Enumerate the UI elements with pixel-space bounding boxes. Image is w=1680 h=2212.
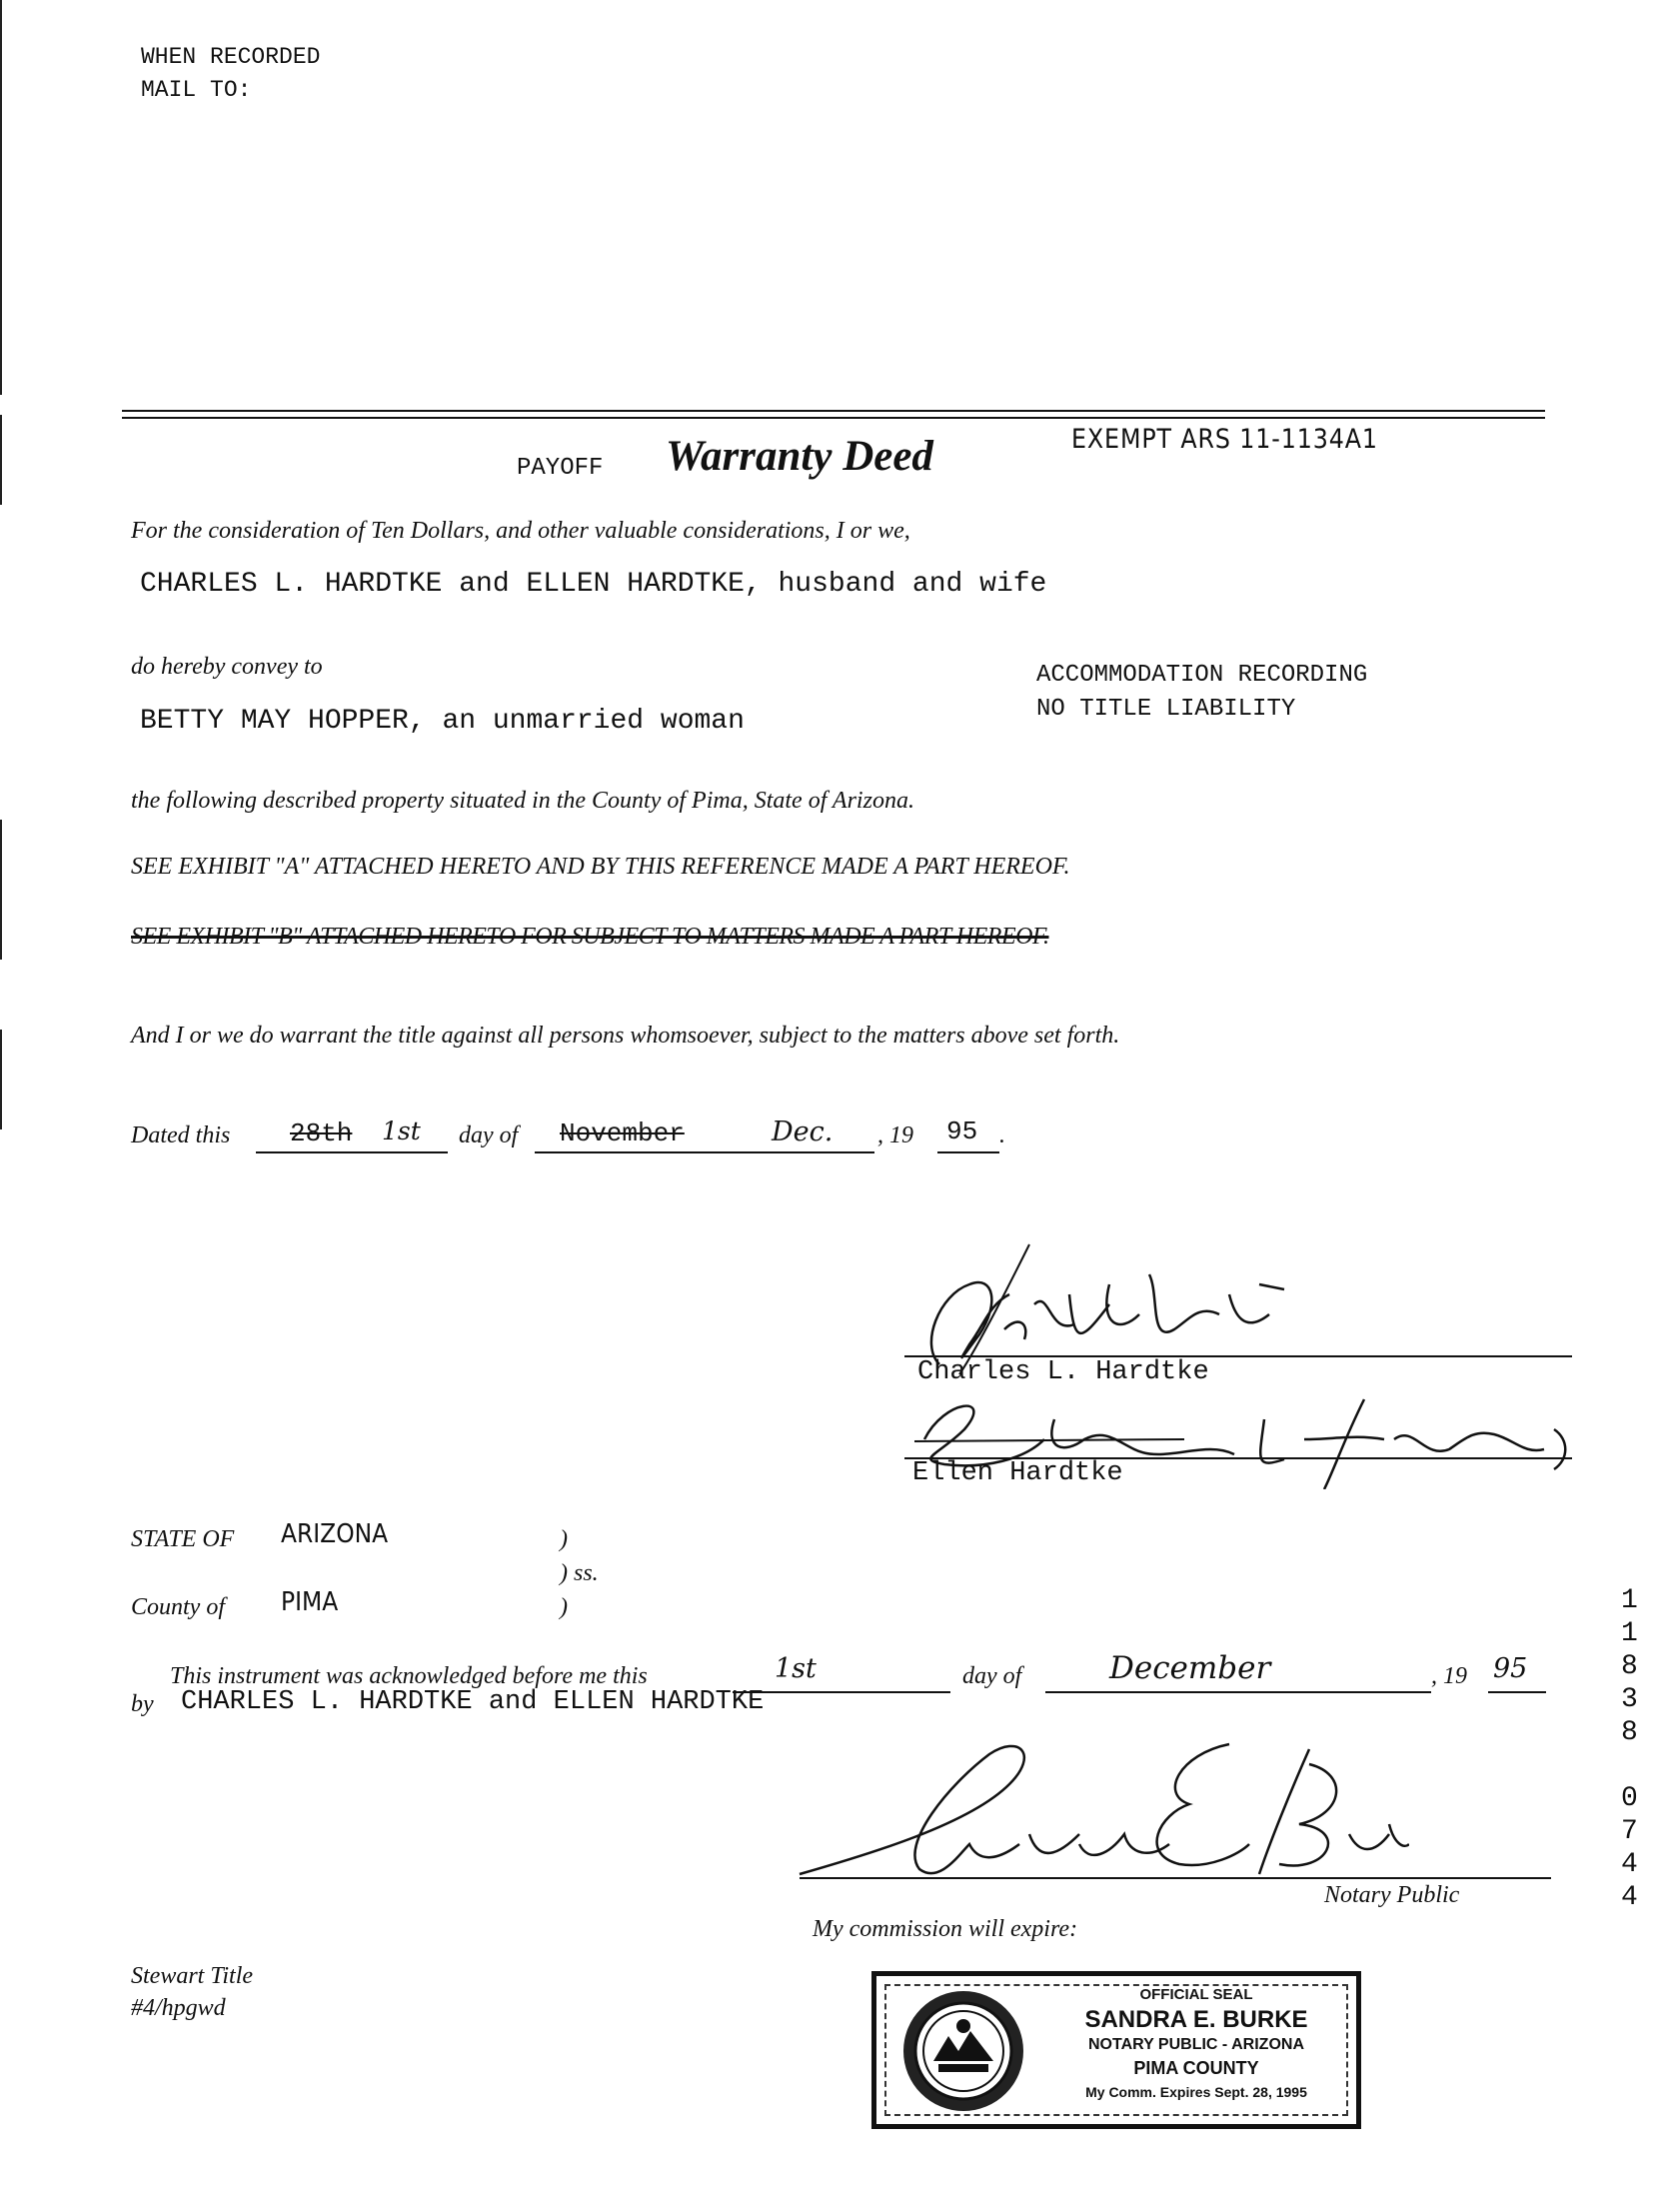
by-label: by [131, 1691, 154, 1717]
ack-month-blank [1045, 1691, 1431, 1693]
county-paren: ) [560, 1594, 568, 1620]
year-period: . [999, 1122, 1005, 1148]
scan-edge-mark [0, 0, 2, 395]
scan-edge-mark [0, 820, 2, 960]
notary-seal-stamp [871, 1971, 1361, 2129]
ack-month-handwritten: December [1109, 1650, 1271, 1686]
footer-code: #4/hpgwd [131, 1995, 226, 2021]
header-rule-top [122, 410, 1545, 412]
year-blank [937, 1151, 999, 1153]
docket-digit: 3 [1621, 1684, 1638, 1715]
scan-edge-mark [0, 415, 2, 505]
header-rule-bottom [122, 417, 1545, 419]
when-recorded-label: WHEN RECORDED [141, 44, 321, 70]
grantors-text: CHARLES L. HARDTKE and ELLEN HARDTKE, husband and wife [140, 569, 1047, 600]
day-of-label: day of [459, 1122, 519, 1148]
ack-century-label: , 19 [1431, 1663, 1467, 1689]
consideration-text: For the consideration of Ten Dollars, and other valuable considerations, I or we, [131, 518, 910, 544]
county-value: PIMA [281, 1587, 339, 1617]
dated-label: Dated this [131, 1122, 231, 1148]
charles-name: Charles L. Hardtke [917, 1357, 1209, 1387]
exhibit-b-struck-text: SEE EXHIBIT "B" ATTACHED HERETO FOR SUBJECT TO MATTERS MADE A PART HEREOF. [131, 924, 1049, 950]
grantee-text: BETTY MAY HOPPER, an unmarried woman [140, 706, 745, 737]
ack-year-handwritten: 95 [1493, 1653, 1528, 1684]
docket-digit: 8 [1621, 1651, 1638, 1682]
document-title: Warranty Deed [666, 433, 933, 480]
seal-line-5: My Comm. Expires Sept. 28, 1995 [1085, 2084, 1307, 2100]
county-label: County of [131, 1594, 225, 1620]
century-label: , 19 [877, 1122, 913, 1148]
ack-day-handwritten: 1st [775, 1653, 817, 1684]
day-struck: 28th [290, 1118, 353, 1148]
property-text: the following described property situated in the County of Pima, State of Arizona. [131, 788, 914, 814]
scan-edge-mark [0, 1030, 2, 1129]
mail-to-label: MAIL TO: [141, 77, 252, 103]
warrant-text: And I or we do warrant the title against all persons whomsoever, subject to the matters above set forth. [131, 1023, 1120, 1049]
month-struck: November [560, 1118, 685, 1148]
seal-line-2: SANDRA E. BURKE [1084, 2006, 1308, 2033]
by-names: CHARLES L. HARDTKE and ELLEN HARDTKE [181, 1687, 765, 1717]
accommodation-line-2: NO TITLE LIABILITY [1036, 696, 1296, 723]
state-value: ARIZONA [281, 1519, 389, 1549]
docket-digit: 7 [1621, 1816, 1638, 1847]
year-value: 95 [946, 1116, 978, 1146]
payoff-stamp: PAYOFF [517, 455, 604, 482]
commission-text: My commission will expire: [813, 1916, 1078, 1942]
ack-day-blank [733, 1691, 950, 1693]
ellen-name: Ellen Hardtke [912, 1458, 1123, 1488]
seal-line-3: NOTARY PUBLIC - ARIZONA [1088, 2036, 1304, 2053]
state-label: STATE OF [131, 1526, 235, 1552]
ack-year-blank [1488, 1691, 1546, 1693]
convey-text: do hereby convey to [131, 654, 323, 680]
docket-digit: 4 [1621, 1882, 1638, 1913]
day-blank [256, 1151, 448, 1153]
seal-line-4: PIMA COUNTY [1133, 2058, 1259, 2078]
docket-digit: 4 [1621, 1849, 1638, 1880]
acknowledgment-text: This instrument was acknowledged before me this [170, 1663, 648, 1689]
notary-public-label: Notary Public [1324, 1882, 1460, 1908]
exempt-stamp: EXEMPT ARS 11-1134A1 [1071, 424, 1378, 455]
docket-digit: 8 [1621, 1717, 1638, 1748]
state-paren: ) [560, 1526, 568, 1552]
arizona-state-seal-icon [898, 1986, 1028, 2116]
docket-digit: 1 [1621, 1585, 1638, 1616]
month-blank [535, 1151, 874, 1153]
signature-notary [790, 1734, 1409, 1894]
docket-digit: 1 [1621, 1618, 1638, 1649]
notary-signature-line [800, 1877, 1551, 1879]
ack-day-of-label: day of [962, 1663, 1022, 1689]
ss-label: ) ss. [560, 1560, 599, 1586]
month-handwritten: Dec. [772, 1116, 834, 1147]
exhibit-a-text: SEE EXHIBIT "A" ATTACHED HERETO AND BY THIS REFERENCE MADE A PART HEREOF. [131, 854, 1070, 880]
day-handwritten: 1st [382, 1116, 421, 1145]
footer-company: Stewart Title [131, 1963, 254, 1989]
accommodation-line-1: ACCOMMODATION RECORDING [1036, 662, 1368, 689]
docket-digit: 0 [1621, 1783, 1638, 1814]
seal-line-1: OFFICIAL SEAL [1139, 1986, 1253, 2003]
